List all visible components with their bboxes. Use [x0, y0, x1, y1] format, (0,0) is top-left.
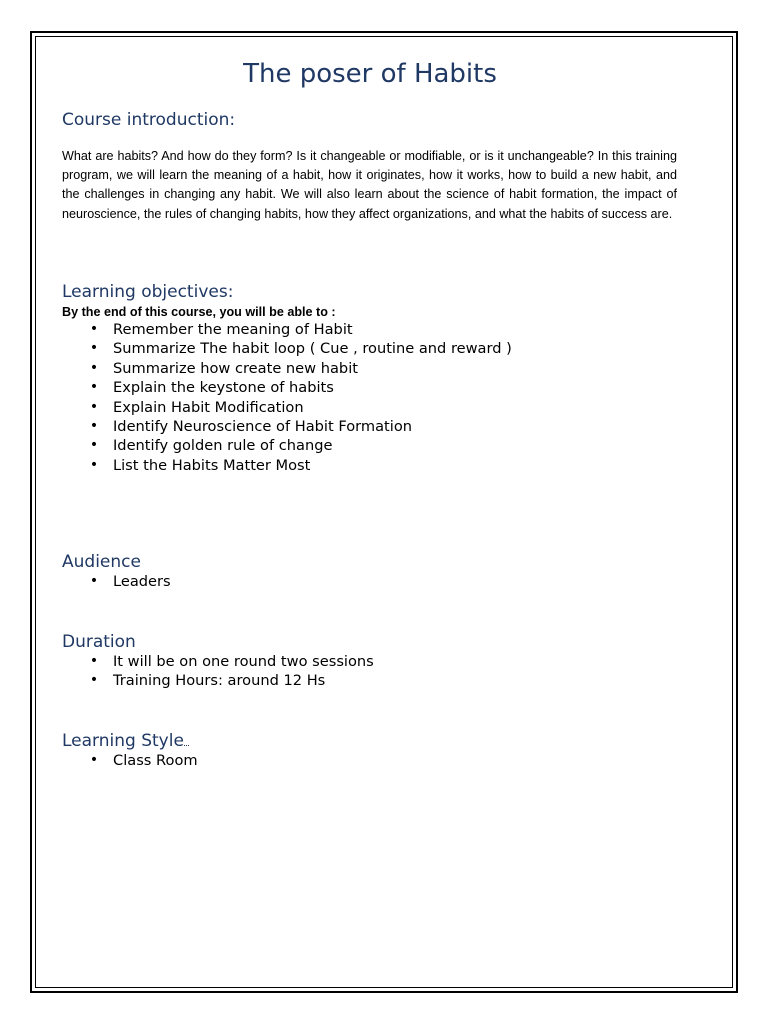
- course-introduction-paragraph: What are habits? And how do they form? Is it changeable or modifiable, or is it unchangeable? In this training program, we will learn the meaning of a habit, how it originates, how it works, how to build a new habit, and the challenges in changing any habit. We will also learn about the science of habit formation, the impact of neuroscience, the rules of changing habits, how they affect organizations, and what the habits of success are.: [62, 149, 677, 221]
- bullet-icon: •: [89, 379, 99, 396]
- bullet-icon: •: [89, 456, 99, 473]
- duration-list: [0, 652, 374, 691]
- list-item: • Identify Neuroscience of Habit Formation: [89, 417, 412, 435]
- bullet-icon: •: [89, 437, 99, 454]
- list-item: • Summarize how create new habit: [89, 359, 358, 377]
- learning-style-list: [0, 751, 198, 770]
- audience-list: [0, 572, 171, 591]
- bullet-icon: •: [89, 417, 99, 434]
- audience-heading: Audience: [62, 552, 141, 572]
- bullet-icon: •: [89, 398, 99, 415]
- list-item: • Class Room: [89, 752, 198, 769]
- list-item: • List the Habits Matter Most: [89, 456, 311, 474]
- bullet-icon: •: [89, 653, 99, 669]
- bullet-icon: •: [89, 340, 99, 357]
- list-item: • Training Hours: around 12 Hs: [89, 672, 326, 690]
- objectives-lead-text: By the end of this course, you will be able to :: [62, 305, 336, 319]
- list-item: • Explain the keystone of habits: [89, 379, 334, 397]
- list-item: • Summarize The habit loop ( Cue , routine and reward ): [89, 340, 512, 358]
- course-introduction-heading: Course introduction:: [62, 110, 236, 130]
- list-item: • It will be on one round two sessions: [89, 653, 374, 670]
- list-item: • Explain Habit Modification: [89, 398, 304, 416]
- bullet-icon: •: [89, 672, 99, 689]
- learning-style-heading: Learning Style: [62, 730, 189, 752]
- list-item: • Leaders: [89, 573, 171, 590]
- bullet-icon: •: [89, 752, 99, 768]
- document-title: The poser of Habits: [243, 59, 497, 89]
- bullet-icon: •: [89, 573, 99, 589]
- list-item: • Remember the meaning of Habit: [89, 321, 353, 338]
- objectives-list: [0, 320, 512, 475]
- bullet-icon: •: [89, 359, 99, 376]
- formatting-mark: [184, 731, 189, 746]
- learning-objectives-heading: Learning objectives:: [62, 282, 234, 302]
- duration-heading: Duration: [62, 632, 136, 652]
- list-item: • Identify golden rule of change: [89, 437, 333, 455]
- bullet-icon: •: [89, 321, 99, 337]
